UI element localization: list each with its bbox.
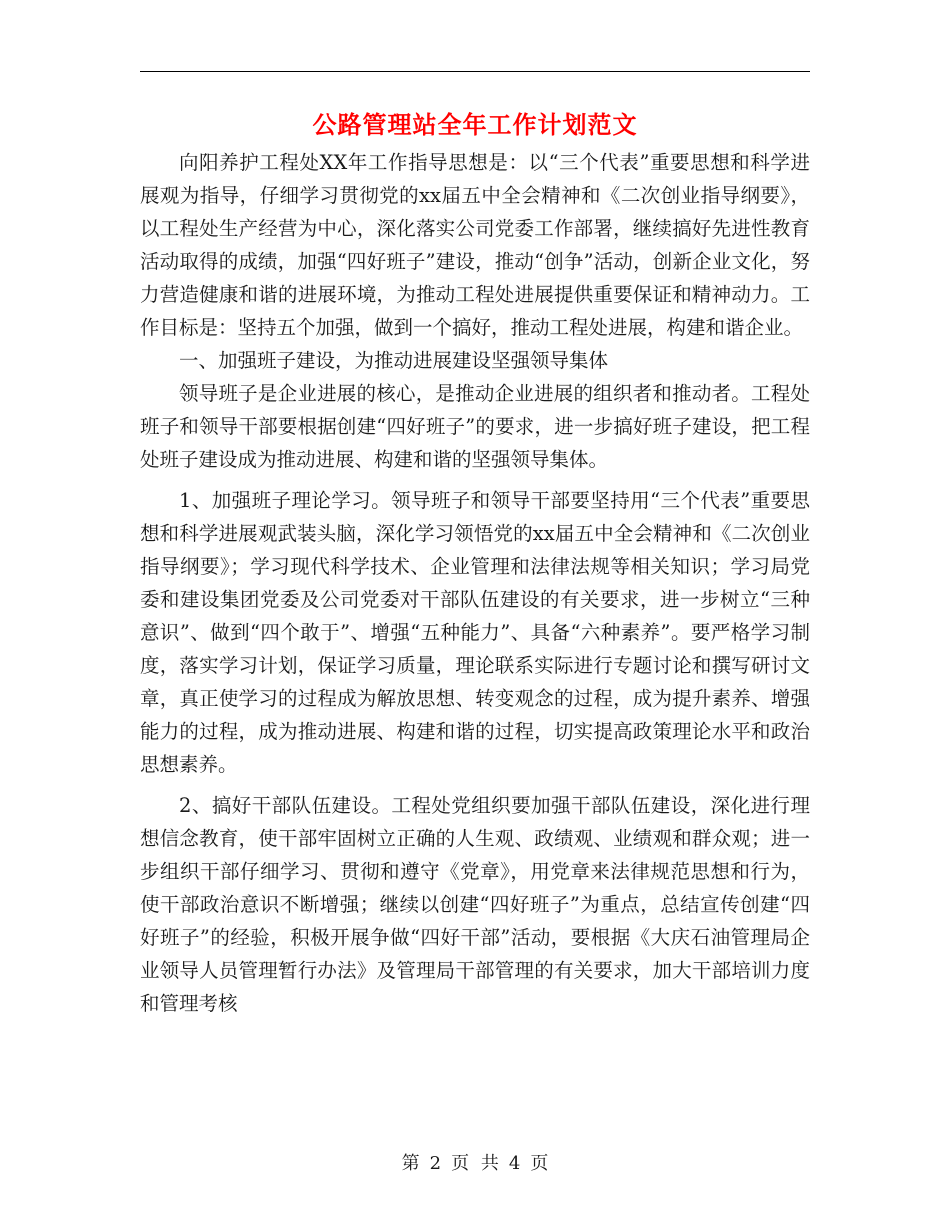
footer-total-pages: 4 [508,1153,521,1174]
footer-prefix: 第 [401,1153,420,1174]
footer-page-number: 2 [429,1153,442,1174]
paragraph-item-2: 2、搞好干部队伍建设。工程处党组织要加强干部队伍建设，深化进行理想信念教育，使干部牢固树立正确的人生观、政绩观、业绩观和群众观；进一步组织干部仔细学习、贯彻和遵守《党章》，用党章来法律规范思想和行为，使干部政治意识不断增强；继续以创建“四好班子”为重点，总结宣传创建“四好班子”的经验，积极开展争做“四好干部”活动，要根据《大庆石油管理局企业领导人员管理暂行办法》及管理局干部管理的有关要求，加大干部培训力度和管理考核 [140,794,810,1015]
footer-suffix: 页 [530,1153,549,1174]
paragraph-item-1: 1、加强班子理论学习。领导班子和领导干部要坚持用“三个代表”重要思想和科学进展观武装头脑，深化学习领悟党的xx届五中全会精神和《二次创业指导纲要》；学习现代科学技术、企业管理和法律法规等相关知识；学习局党委和建设集团党委及公司党委对干部队伍建设的有关要求，进一步树立“三种意识”、做到“四个敢于”、增强“五种能力”、具备“六种素养”。要严格学习制度，落实学习计划，保证学习质量，理论联系实际进行专题讨论和撰写研讨文章，真正使学习的过程成为解放思想、转变观念的过程，成为提升素养、增强能力的过程，成为推动进展、构建和谐的过程，切实提高政策理论水平和政治思想素养。 [140,489,810,776]
page-footer [0,1149,950,1179]
header-rule [140,71,810,72]
document-title: 公路管理站全年工作计划范文 [312,111,638,139]
footer-mid: 页 共 [451,1153,499,1174]
document-body [140,146,810,1020]
paragraph-guiding-thought: 向阳养护工程处XX年工作指导思想是：以“三个代表”重要思想和科学进展观为指导，仔细学习贯彻党的xx届五中全会精神和《二次创业指导纲要》，以工程处生产经营为中心，深化落实公司党委工作部署，继续搞好先进性教育活动取得的成绩，加强“四好班子”建设，推动“创争”活动，创新企业文化，努力营造健康和谐的进展环境，为推动工程处进展提供重要保证和精神动力。工作目标是：坚持五个加强，做到一个搞好，推动工程处进展，构建和谐企业。 [140,151,810,339]
section-heading-1: 一、加强班子建设，为推动进展建设坚强领导集体 [179,349,609,372]
paragraph-leadership-core: 领导班子是企业进展的核心，是推动企业进展的组织者和推动者。工程处班子和领导干部要根据创建“四好班子”的要求，进一步搞好班子建设，把工程处班子建设成为推动进展、构建和谐的坚强领导集体。 [140,382,810,471]
